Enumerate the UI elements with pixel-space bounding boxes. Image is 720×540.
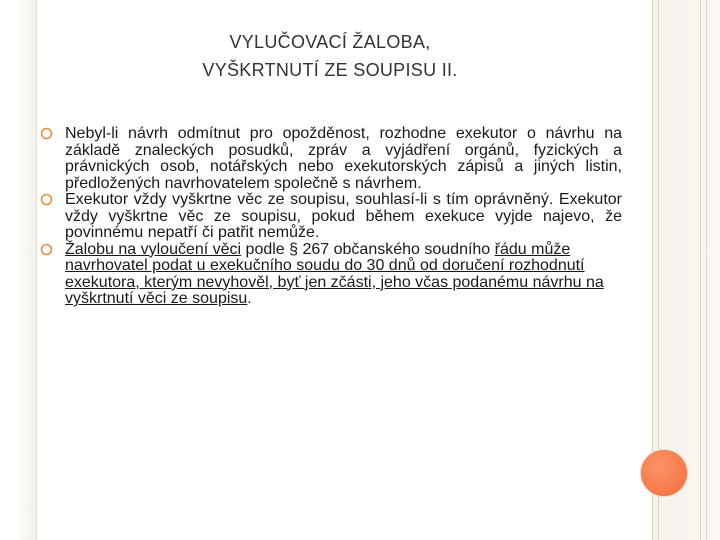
bullet-item [40,126,622,192]
underlined-text: řádu může navrhovatel podat u exekučního soudu do 30 dnů od doručení rozhodnutí exekutora, kterým nevyhověl, byť jen zčásti, jeho včas podanému návrhu na vyškrtnutí věci ze soupisu [65,240,604,307]
bullet-item [40,242,622,308]
bullet-list [40,126,622,308]
left-frame-strip [18,0,37,540]
circle-bullet-icon [40,193,53,206]
circle-bullet-icon [40,127,53,140]
plain-text: podle § 267 občanského soudního [241,240,495,258]
bullet-text: Exekutor vždy vyškrtne věc ze soupisu, souhlasí-li s tím oprávněný. Exekutor vždy vyškrtne věc ze soupisu, pokud během exekuce vyjde najevo, že povinnému nepatří či patřit nemůže. [65,191,622,241]
bullet-text [65,242,622,308]
bullet-text: Nebyl-li návrh odmítnut pro opožděnost, rozhodne exekutor o návrhu na základě znaleckých posudků, zpráv a vyjádření orgánů, fyzických a právnických osob, notářských nebo exekutorských zápisů a jiných listin, předložených navrhovatelem společně s návrhem. [65,125,622,192]
plain-text: . [247,290,252,307]
orange-circle-icon [640,449,688,497]
slide-title [150,28,510,84]
bullet-item [40,192,622,242]
title-line-2: VYŠKRTNUTÍ ZE SOUPISU II. [202,60,458,80]
circle-bullet-icon [40,243,53,256]
title-line-1: VYLUČOVACÍ ŽALOBA, [229,32,431,52]
underlined-text: Žalobu na vyloučení věci [65,240,242,258]
